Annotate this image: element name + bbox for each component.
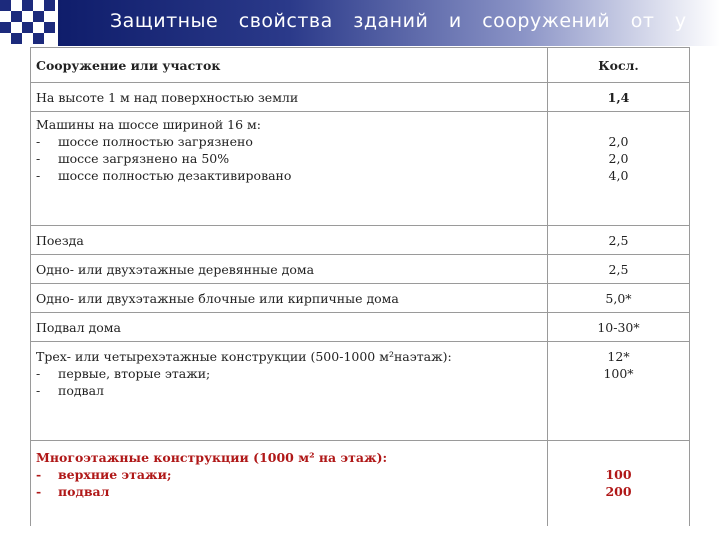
row-value: 4,0 [608,168,629,183]
row-label: На высоте 1 м над поверхностью земли [31,83,548,112]
row-value: 2,5 [548,255,690,284]
table-row [31,112,690,226]
list-item: - подвал [36,383,104,398]
list-item: - шоссе загрязнено на 50% [36,151,230,166]
row-heading: Многоэтажные конструкции (1000 м² на этаж): [36,450,388,465]
row-value: 100 [605,467,632,482]
row-label [31,441,548,527]
table-row [31,441,690,527]
table-header-row [31,48,690,83]
row-value: 100* [603,366,634,381]
table-row [31,342,690,441]
row-value: 2,0 [608,151,629,166]
row-value: 12* [607,349,630,364]
row-values [548,112,690,226]
row-value: 1,4 [548,83,690,112]
list-item: - подвал [36,484,110,499]
row-label [31,112,548,226]
table-row [31,313,690,342]
slide-title: Защитные свойства зданий и сооружений от у [110,10,687,32]
row-heading: Машины на шоссе шириной 16 м: [36,117,261,132]
row-values [548,342,690,441]
list-item: - шоссе полностью дезактивировано [36,168,292,183]
row-value: 200 [605,484,632,499]
protection-table [30,47,690,526]
row-label [31,342,548,441]
table-row [31,255,690,284]
row-label: Одно- или двухэтажные деревянные дома [31,255,548,284]
slide-title-bar [0,0,720,46]
row-value: 5,0* [548,284,690,313]
row-label: Поезда [31,226,548,255]
row-label: Подвал дома [31,313,548,342]
table-row [31,83,690,112]
table-row [31,226,690,255]
header-coefficient: Косл. [548,48,690,83]
header-structure: Сооружение или участок [31,48,548,83]
row-heading: Трех- или четырехэтажные конструкции (500-1000 м²наэтаж): [36,349,452,364]
row-values [548,441,690,527]
row-value: 10-30* [548,313,690,342]
list-item: - первые, вторые этажи; [36,366,211,381]
checker-decoration [0,0,58,46]
table-row [31,284,690,313]
row-value: 2,5 [548,226,690,255]
row-value: 2,0 [608,134,629,149]
list-item: - верхние этажи; [36,467,172,482]
list-item: - шоссе полностью загрязнено [36,134,253,149]
row-label: Одно- или двухэтажные блочные или кирпичные дома [31,284,548,313]
